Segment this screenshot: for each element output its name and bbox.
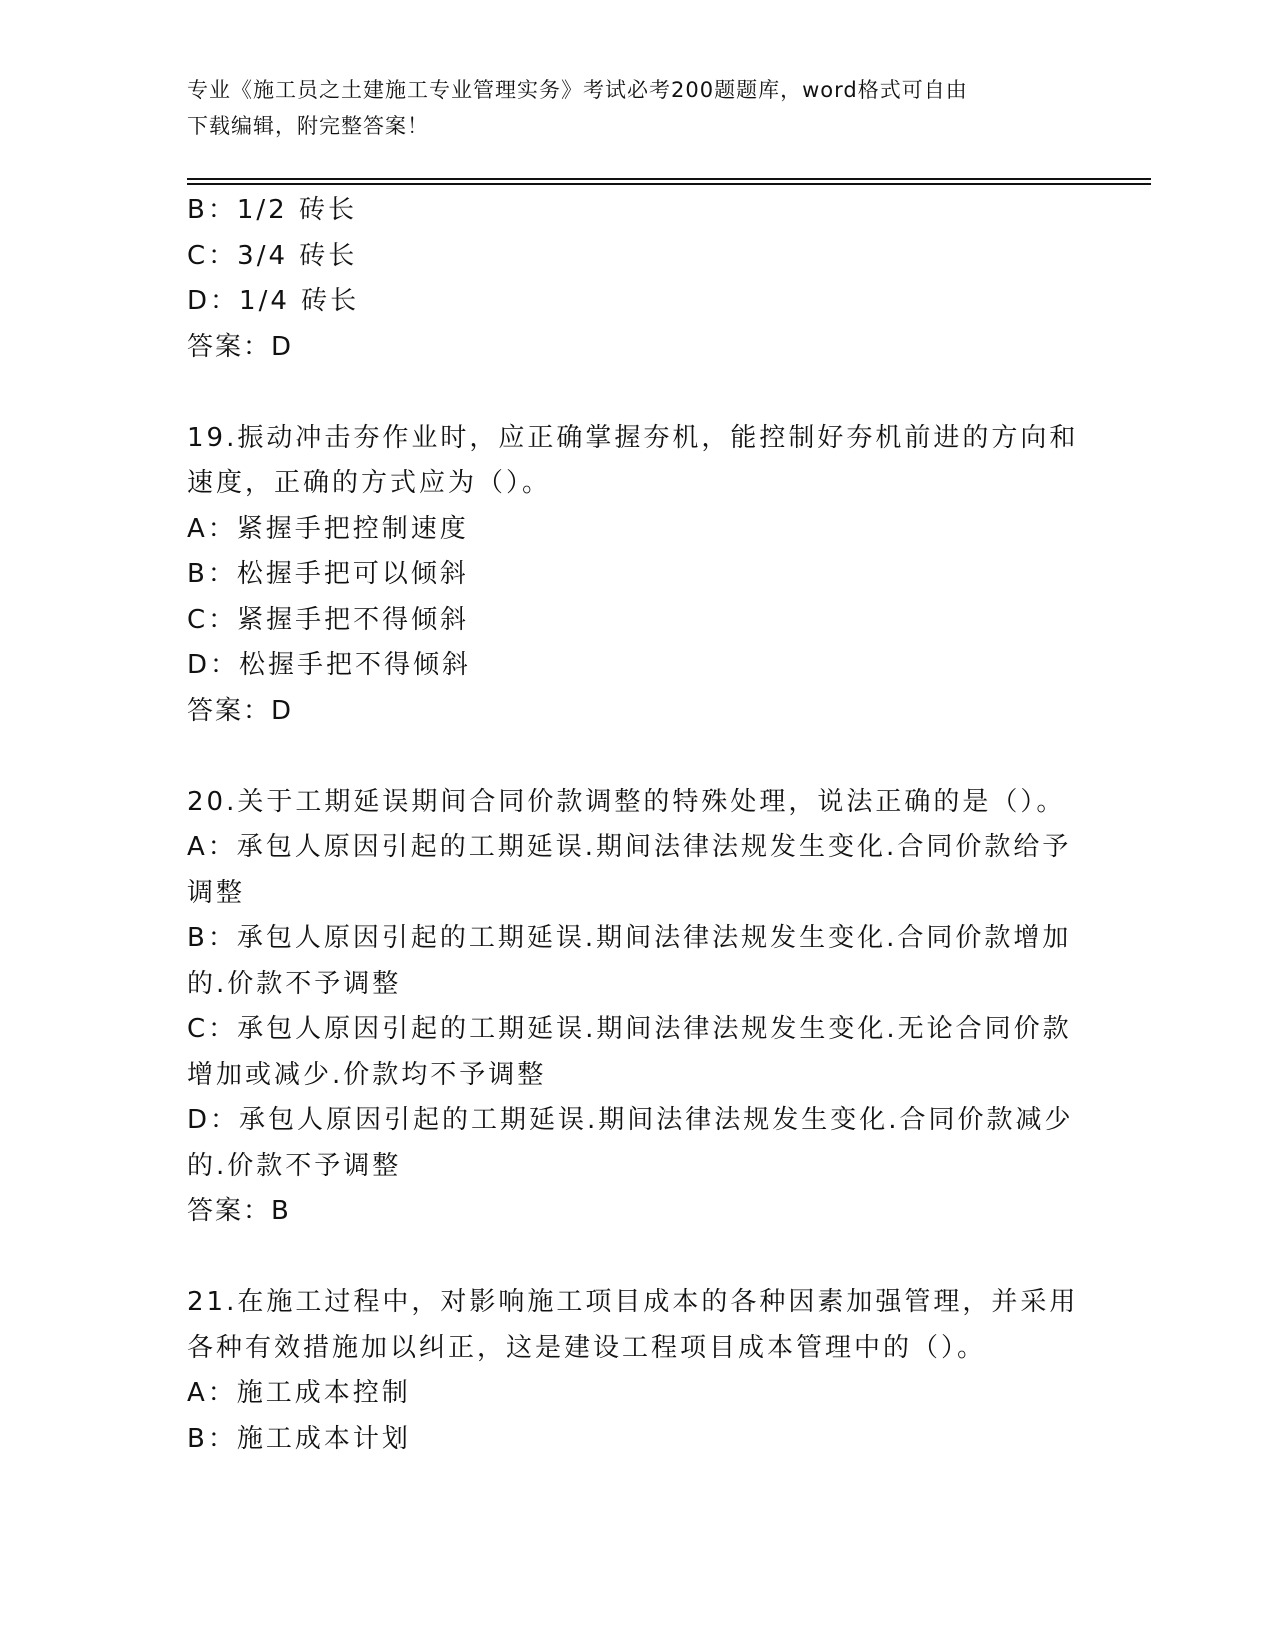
option-c: C：紧握手把不得倾斜 [187,604,470,635]
option-d: D：承包人原因引起的工期延误.期间法律法规发生变化.合同价款减少 [187,1105,1074,1135]
answer: 答案：B [187,1196,291,1226]
question-19 [187,416,1087,735]
option-a: A：承包人原因引起的工期延误.期间法律法规发生变化.合同价款给予 [187,832,1072,862]
option-c: C：承包人原因引起的工期延误.期间法律法规发生变化.无论合同价款 [187,1014,1072,1044]
option-d-cont: 的.价款不予调整 [187,1150,402,1181]
option-c-cont: 增加或减少.价款均不予调整 [187,1059,547,1090]
spacer [187,1235,1087,1281]
option-b-cont: 的.价款不予调整 [187,968,402,999]
question-20 [187,780,1087,1235]
question-stem: 速度，正确的方式应为（）。 [187,468,552,498]
option-c: C：3/4 砖长 [187,240,358,271]
question-stem: 各种有效措施加以纠正，这是建设工程项目成本管理中的（）。 [187,1332,987,1363]
option-d: D：松握手把不得倾斜 [187,650,472,680]
option-b: B：施工成本计划 [187,1423,411,1454]
option-b: B：1/2 砖长 [187,195,357,225]
question-stem: 19.振动冲击夯作业时，应正确掌握夯机，能控制好夯机前进的方向和 [187,422,1079,453]
spacer [187,734,1087,780]
question-18-tail [187,188,1087,370]
header-line: 下载编辑，附完整答案！ [187,114,429,138]
header-rule [187,183,1151,185]
header-rule [187,178,1151,180]
option-a-cont: 调整 [187,877,246,908]
question-21 [187,1280,1087,1462]
option-b: B：松握手把可以倾斜 [187,559,469,589]
option-a: A：施工成本控制 [187,1378,411,1408]
option-a: A：紧握手把控制速度 [187,513,469,544]
option-b: B：承包人原因引起的工期延误.期间法律法规发生变化.合同价款增加 [187,923,1072,953]
document-header [187,72,1067,144]
header-line: 专业《施工员之土建施工专业管理实务》考试必考200题题库，word格式可自由 [187,78,968,102]
option-d: D：1/4 砖长 [187,286,360,316]
question-stem: 21.在施工过程中，对影响施工项目成本的各种因素加强管理，并采用 [187,1287,1079,1317]
question-list [187,188,1087,1462]
question-stem: 20.关于工期延误期间合同价款调整的特殊处理，说法正确的是（）。 [187,786,1066,817]
answer: 答案：D [187,331,294,362]
answer: 答案：D [187,695,294,726]
spacer [187,370,1087,416]
